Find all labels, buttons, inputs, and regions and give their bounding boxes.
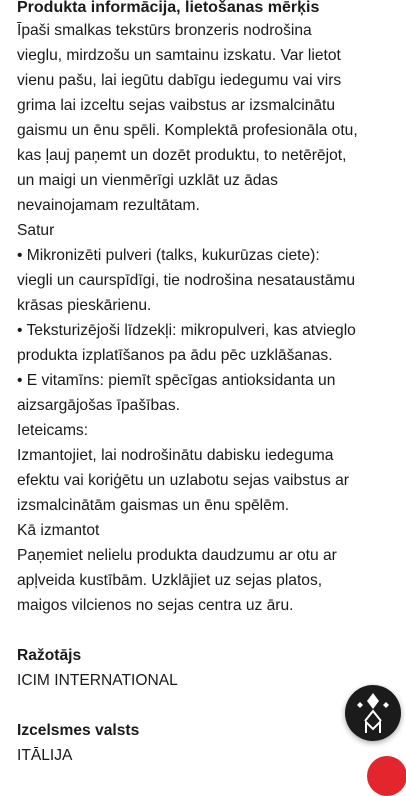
composition-label: Satur [17, 222, 55, 239]
manufacturer-value: ICIM INTERNATIONAL [17, 672, 178, 689]
composition-line: • Mikronizēti pulveri (talks, kukurūzas ciete): [17, 247, 320, 264]
brand-logo-icon [353, 691, 393, 735]
usage-text [17, 543, 397, 618]
composition-text [17, 243, 397, 418]
recommended-line: efektu vai koriģētu un uzlabotu sejas vaibstus ar [17, 472, 349, 489]
composition-line: aizsargājošas īpašības. [17, 397, 180, 414]
product-info-line: grima lai izceltu sejas vaibstus ar izsmalcinātu [17, 97, 336, 114]
alert-button[interactable] [367, 756, 406, 796]
usage-line: Paņemiet nelielu produkta daudzumu ar otu ar [17, 547, 337, 564]
origin-label: Izcelsmes valsts [17, 722, 140, 739]
section-spacer [17, 618, 397, 643]
brand-chat-button[interactable] [345, 685, 401, 741]
product-details [17, 0, 397, 768]
manufacturer-label: Ražotājs [17, 647, 82, 664]
product-info-line: nevainojamam rezultātam. [17, 197, 200, 214]
usage-line: maigos vilcienos no sejas centra uz āru. [17, 597, 294, 614]
origin-value: ITĀLIJA [17, 747, 73, 764]
product-info-line: gaismu un ēnu spēli. Komplektā profesionāla otu, [17, 122, 358, 139]
usage-label: Kā izmantot [17, 522, 100, 539]
composition-line: viegli un caurspīdīgi, tie nodrošina nesataustāmu [17, 272, 356, 289]
recommended-label: Ieteicams: [17, 422, 89, 439]
composition-line: produkta izplatīšanos pa ādu pēc uzklāšanas. [17, 347, 333, 364]
composition-line: krāsas pieskārienu. [17, 297, 152, 314]
product-info-line: vienu pašu, lai iegūtu dabīgu iedegumu vai virs [17, 72, 342, 89]
recommended-text [17, 443, 397, 518]
product-info-line: un maigi un vienmērīgi uzklāt uz ādas [17, 172, 278, 189]
product-info-line: Īpaši smalkas tekstūrs bronzeris nodrošina [17, 22, 312, 39]
composition-line: • E vitamīns: piemīt spēcīgas antioksidanta un [17, 372, 336, 389]
product-info-heading: Produkta informācija, lietošanas mērķis [17, 0, 320, 16]
product-info-text [17, 18, 397, 218]
recommended-line: Izmantojiet, lai nodrošinātu dabisku iedeguma [17, 447, 334, 464]
product-info-line: vieglu, mirdzošu un samtainu izskatu. Var lietot [17, 47, 341, 64]
recommended-line: izsmalcinātām gaismas un ēnu spēlēm. [17, 497, 290, 514]
composition-line: • Teksturizējoši līdzekļi: mikropulveri, kas atvieglo [17, 322, 356, 339]
usage-line: apļveida kustībām. Uzklājiet uz sejas platos, [17, 572, 323, 589]
section-spacer [17, 693, 397, 718]
product-info-line: kas ļauj paņemt un dozēt produktu, to netērējot, [17, 147, 347, 164]
